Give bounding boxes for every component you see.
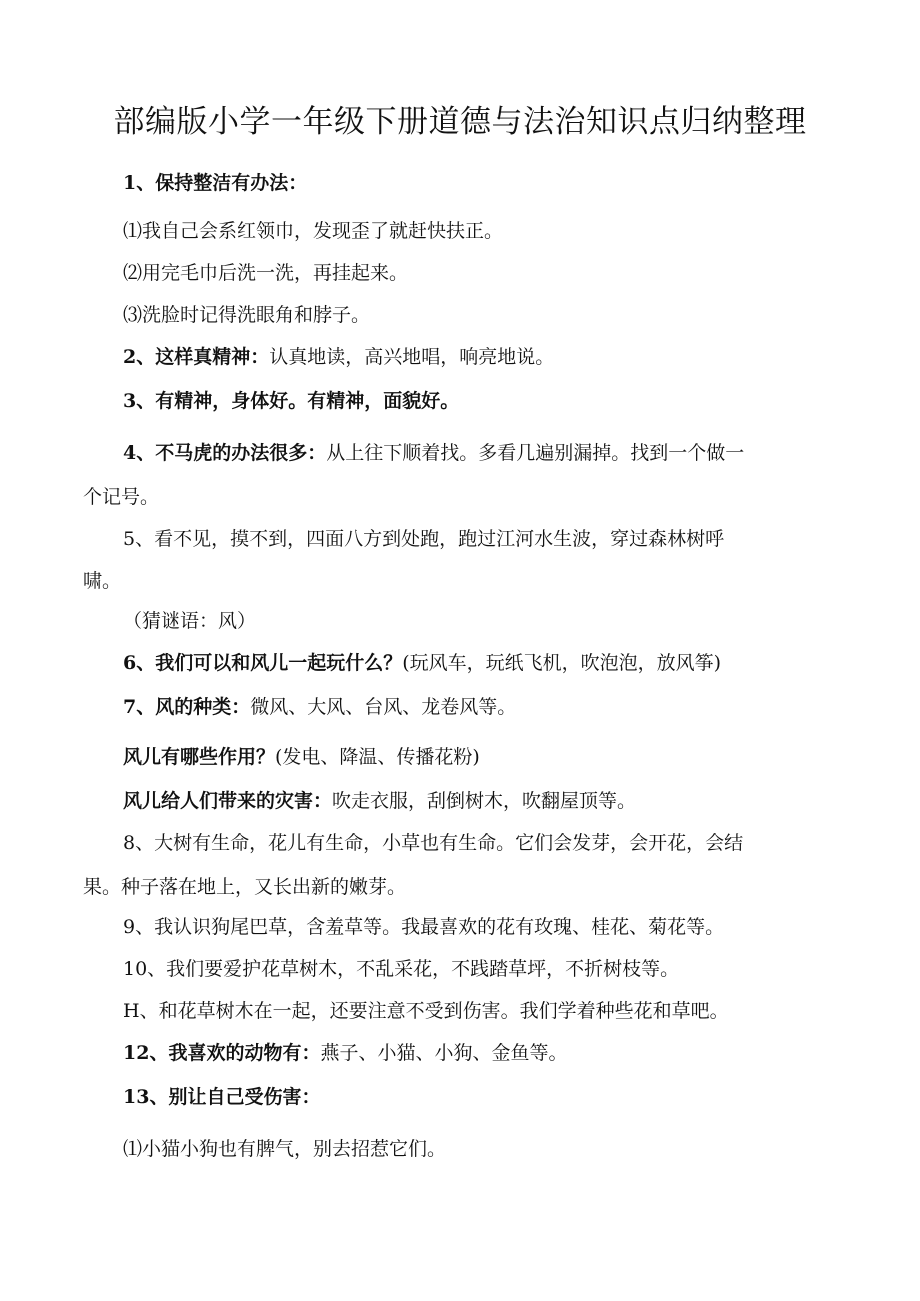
body-text: 从上往下顺着找。多看几遍别漏掉。找到一个做一 — [326, 442, 745, 464]
body-text: ⑵用完毛巾后洗一洗，再挂起来。 — [123, 262, 409, 284]
bold-text: 7、风的种类： — [123, 696, 251, 718]
bold-text: 3、有精神，身体好。有精神，面貌好。 — [123, 390, 460, 412]
section-13-heading — [123, 1082, 320, 1109]
body-text: 个记号。 — [83, 486, 160, 508]
body-text: （猜谜语：风） — [123, 610, 257, 632]
page-title: 部编版小学一年级下册道德与法治知识点归纳整理 — [113, 104, 807, 140]
body-text: 9、我认识狗尾巴草，含羞草等。我最喜欢的花有玫瑰、桂花、菊花等。 — [123, 916, 725, 938]
bold-text: 风儿有哪些作用？ — [123, 746, 276, 768]
section-3 — [123, 386, 459, 413]
section-1-item-1 — [123, 216, 503, 243]
section-13-item-1 — [123, 1134, 446, 1161]
body-text: 吹走衣服，刮倒树木，吹翻屋顶等。 — [332, 790, 637, 812]
section-1-item-2 — [123, 258, 408, 285]
body-text: 燕子、小猫、小狗、金鱼等。 — [320, 1042, 568, 1064]
section-2 — [123, 342, 554, 369]
body-text: 8、大树有生命，花儿有生命，小草也有生命。它们会发芽，会开花，会结 — [123, 832, 744, 854]
section-5-line-2 — [83, 566, 121, 593]
body-text: 5、看不见，摸不到，四面八方到处跑，跑过江河水生波，穿过森林树呼 — [123, 528, 725, 550]
section-8-line-1 — [123, 828, 743, 855]
riddle-answer — [123, 606, 256, 633]
body-text: ⑶洗脸时记得洗眼角和脖子。 — [123, 304, 371, 326]
body-text: H、和花草树木在一起，还要注意不受到伤害。我们学着种些花和草吧。 — [123, 1000, 729, 1022]
wind-uses — [123, 742, 480, 769]
bold-text: 风儿给人们带来的灾害： — [123, 790, 333, 812]
body-text: (发电、降温、传播花粉) — [275, 746, 480, 768]
section-10 — [123, 954, 679, 981]
section-7 — [123, 692, 516, 719]
body-text: (玩风车，玩纸飞机，吹泡泡，放风筝) — [402, 652, 722, 674]
body-text: 认真地读，高兴地唱，响亮地说。 — [269, 346, 555, 368]
bold-text: 13、别让自己受伤害： — [123, 1086, 321, 1108]
section-8-line-2 — [83, 872, 406, 899]
body-text: ⑴我自己会系红领巾，发现歪了就赶快扶正。 — [123, 220, 504, 242]
bold-text: 12、我喜欢的动物有： — [123, 1042, 321, 1064]
section-4-line-1 — [123, 438, 744, 465]
body-text: 微风、大风、台风、龙卷风等。 — [250, 696, 517, 718]
body-text: 10、我们要爱护花草树木，不乱采花，不践踏草坪，不折树枝等。 — [123, 958, 680, 980]
bold-text: 2、这样真精神： — [123, 346, 270, 368]
section-4-line-2 — [83, 482, 159, 509]
section-12 — [123, 1038, 567, 1065]
section-9 — [123, 912, 724, 939]
section-6 — [123, 648, 721, 675]
section-11 — [123, 996, 729, 1023]
body-text: 啸。 — [83, 570, 122, 592]
body-text: 果。种子落在地上，又长出新的嫩芽。 — [83, 876, 407, 898]
bold-text: 4、不马虎的办法很多： — [123, 442, 327, 464]
section-5-line-1 — [123, 524, 724, 551]
bold-text: 1、保持整洁有办法： — [123, 172, 308, 194]
bold-text: 6、我们可以和风儿一起玩什么？ — [123, 652, 403, 674]
section-1-heading — [123, 168, 307, 195]
body-text: ⑴小猫小狗也有脾气，别去招惹它们。 — [123, 1138, 447, 1160]
wind-disasters — [123, 786, 636, 813]
section-1-item-3 — [123, 300, 370, 327]
